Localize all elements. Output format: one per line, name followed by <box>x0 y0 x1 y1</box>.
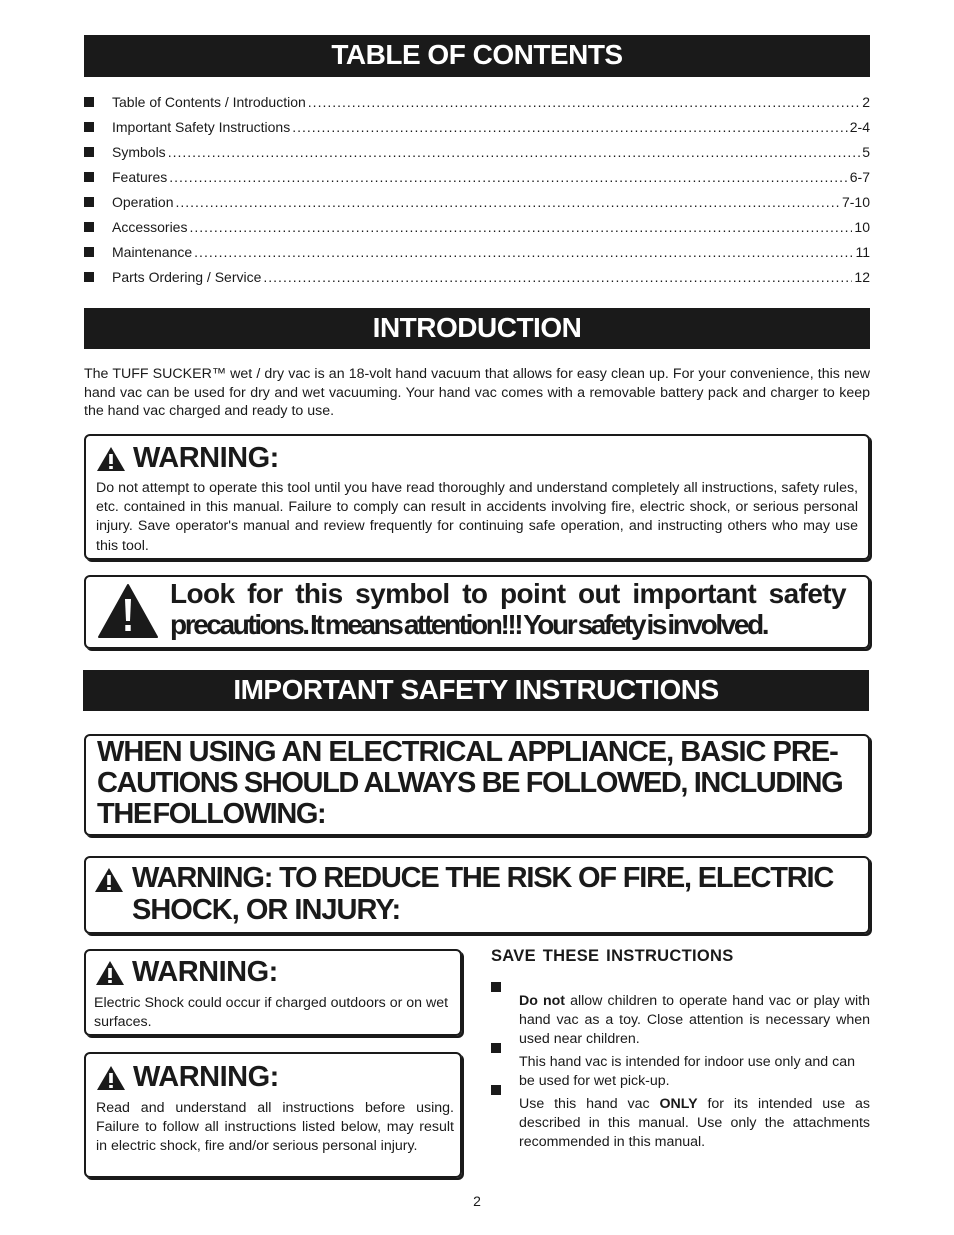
warning-heading-text: WARNING: <box>132 956 278 988</box>
item3-text-pre: Use this hand vac <box>519 1096 660 1112</box>
bullet-square-icon <box>491 1043 501 1053</box>
toc-leader <box>168 144 861 160</box>
warning-read-text: Read and understand all instructions before using. Failure to follow all instructions listed below, may result in electric shock, fire and/or serious personal injury. <box>96 1100 454 1155</box>
precautions-line1: WHEN USING AN ELECTRICAL APPLIANCE, BASIC PRE- <box>97 736 838 768</box>
warning-triangle-icon <box>96 446 126 472</box>
warning-box-main <box>84 434 870 560</box>
toc-item-label: Accessories <box>112 219 188 235</box>
safety-title-bar <box>83 670 869 711</box>
item1-emphasis: Do not <box>519 993 566 1009</box>
save-instructions-item <box>491 1077 871 1153</box>
toc-leader <box>194 244 853 260</box>
toc-item-page: 6-7 <box>849 169 870 185</box>
bullet-square-icon <box>84 147 94 157</box>
bullet-square-icon <box>84 197 94 207</box>
warning-shock-text: Electric Shock could occur if charged outdoors or on wet surfaces. <box>94 995 449 1031</box>
toc-item-label: Features <box>112 169 168 185</box>
bullet-square-icon <box>491 1085 501 1095</box>
warning-triangle-icon <box>96 1065 126 1091</box>
toc-leader <box>263 269 852 285</box>
toc-leader <box>189 219 852 235</box>
bullet-square-icon <box>491 982 501 992</box>
risk-warning-box <box>84 856 870 934</box>
toc-item[interactable] <box>84 244 870 269</box>
toc-item-label: Table of Contents / Introduction <box>112 94 306 110</box>
symbol-notice-line2: precautions. It means attention!!! Your safety is involved. <box>170 609 768 640</box>
warning-triangle-icon <box>94 867 124 893</box>
toc-item[interactable] <box>84 94 870 119</box>
toc-list <box>84 94 870 294</box>
toc-leader <box>175 194 839 210</box>
toc-item-page: 2-4 <box>849 119 870 135</box>
risk-warning-line1: WARNING: TO REDUCE THE RISK OF FIRE, ELECTRIC <box>132 862 834 894</box>
item1-text: allow children to operate hand vac or play with hand vac as a toy. Close attention is necessary when used near children. <box>519 993 870 1048</box>
warning-triangle-icon <box>95 960 125 986</box>
toc-item-label: Maintenance <box>112 244 193 260</box>
bullet-square-icon <box>84 122 94 132</box>
bullet-square-icon <box>84 272 94 282</box>
bullet-square-icon <box>84 222 94 232</box>
symbol-notice-box <box>84 575 870 649</box>
save-instructions-heading: SAVE THESE INSTRUCTIONS <box>491 947 734 965</box>
toc-item-page: 12 <box>854 269 870 285</box>
toc-item-label: Parts Ordering / Service <box>112 269 262 285</box>
toc-item[interactable] <box>84 219 870 244</box>
toc-item-page: 2 <box>862 94 870 110</box>
warning-heading-read <box>96 1061 279 1094</box>
toc-leader <box>308 94 860 110</box>
toc-item[interactable] <box>84 144 870 169</box>
bullet-square-icon <box>84 172 94 182</box>
warning-main-text: Do not attempt to operate this tool until you have read thoroughly and understand completely all instructions, safety rules, etc. contained in this manual. Failure to comply can result in accidents involving fire, electric shock, or serious personal injury. Save operator's manual and review frequently for continuing safe operation, and instructing others who may use this tool. <box>96 480 858 554</box>
toc-leader <box>169 169 848 185</box>
introduction-title: INTRODUCTION <box>372 312 582 343</box>
toc-item[interactable] <box>84 194 870 219</box>
toc-item-page: 5 <box>862 144 870 160</box>
bullet-square-icon <box>84 247 94 257</box>
toc-item-page: 11 <box>855 244 870 260</box>
bullet-square-icon <box>84 97 94 107</box>
warning-triangle-icon <box>97 583 159 639</box>
item3-emphasis: ONLY <box>659 1096 698 1112</box>
toc-item-page: 7-10 <box>841 194 870 210</box>
toc-item[interactable] <box>84 269 870 294</box>
safety-title: IMPORTANT SAFETY INSTRUCTIONS <box>233 674 719 705</box>
warning-heading-main <box>96 442 279 475</box>
precautions-line2: CAUTIONS SHOULD ALWAYS BE FOLLOWED, INCLUDING <box>97 767 843 799</box>
toc-title: TABLE OF CONTENTS <box>331 39 623 70</box>
warning-box-read <box>84 1052 462 1178</box>
page-number: 2 <box>473 1193 481 1209</box>
warning-heading-text: WARNING: <box>133 442 279 474</box>
item2-text: This hand vac is intended for indoor use only and can be used for wet pick-up. <box>519 1054 855 1090</box>
toc-item[interactable] <box>84 119 870 144</box>
warning-heading-shock <box>95 956 278 989</box>
toc-item-label: Operation <box>112 194 174 210</box>
symbol-notice-line1: Look for this symbol to point out important safety <box>170 578 846 609</box>
warning-box-shock <box>84 949 462 1036</box>
item3-text-post: for its intended use as described in this manual. Use only the attachments recommended in this manual. <box>519 1096 871 1151</box>
toc-item-label: Important Safety Instructions <box>112 119 291 135</box>
toc-item-label: Symbols <box>112 144 166 160</box>
toc-item-page: 10 <box>854 219 870 235</box>
toc-title-bar <box>84 35 870 77</box>
introduction-text: The TUFF SUCKER™ wet / dry vac is an 18-volt hand vacuum that allows for easy clean up. For your convenience, this new hand vac can be used for dry and wet vacuuming. Your hand vac comes with a removable battery pack and charger to keep the hand vac charged and ready to use. <box>84 366 870 420</box>
introduction-title-bar <box>84 308 870 349</box>
precautions-line3: THE FOLLOWING: <box>97 798 326 830</box>
toc-item[interactable] <box>84 169 870 194</box>
warning-heading-text: WARNING: <box>133 1061 279 1093</box>
risk-warning-line2: SHOCK, OR INJURY: <box>132 894 401 926</box>
precautions-box <box>84 734 870 836</box>
toc-leader <box>292 119 848 135</box>
